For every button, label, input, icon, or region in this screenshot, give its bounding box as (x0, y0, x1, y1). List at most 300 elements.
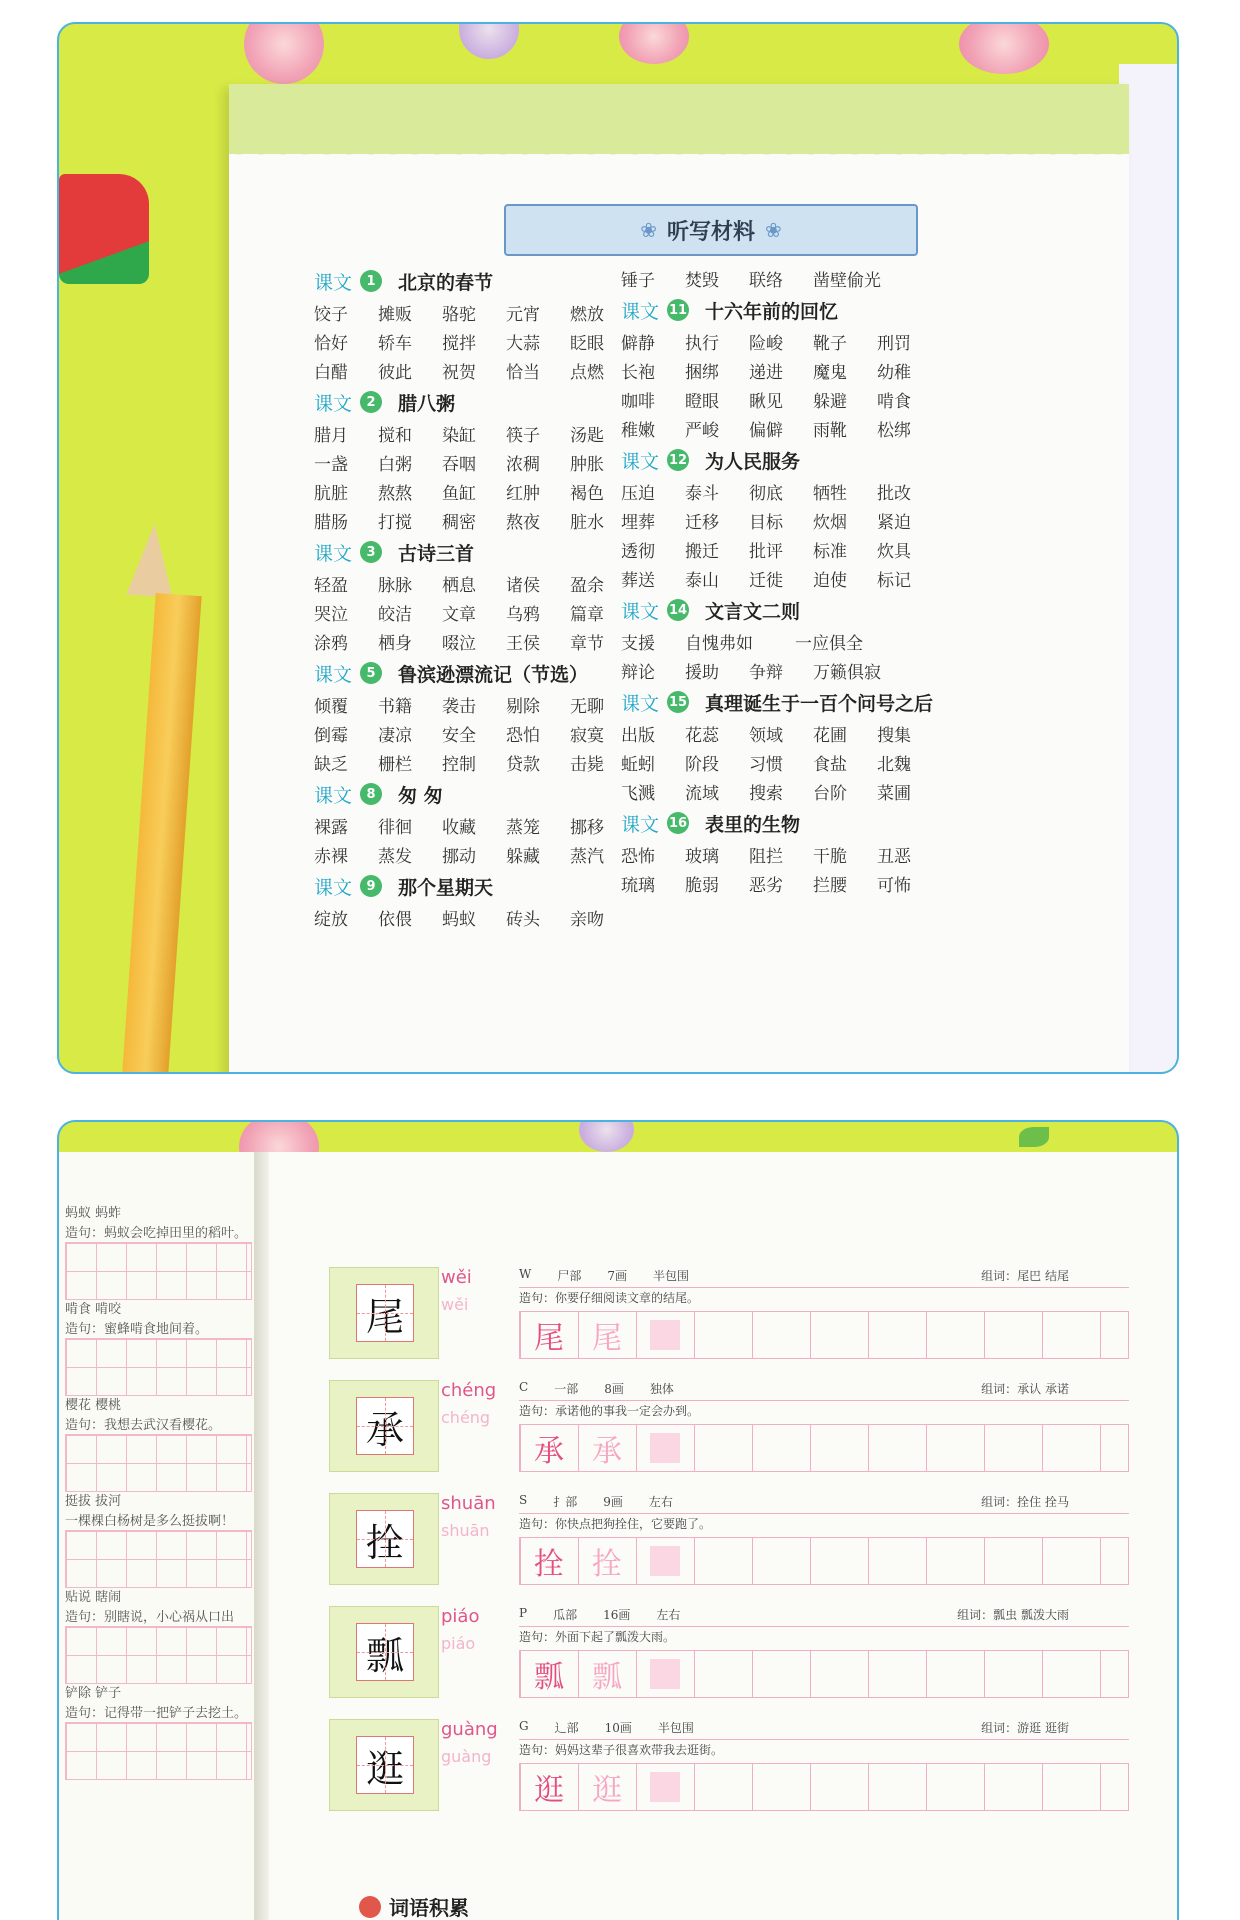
dictation-word: 凿壁偷光 (813, 271, 881, 291)
example-sentence: 造句：你快点把狗拴住，它要跑了。 (519, 1517, 712, 1531)
flower-decoration (959, 22, 1049, 74)
dictation-word: 泰山 (685, 571, 719, 591)
word-row (314, 627, 654, 656)
pinyin-trace: wěi (441, 1295, 469, 1314)
word-row (621, 356, 961, 385)
lesson-name: 北京的春节 (398, 271, 494, 294)
character-meta (519, 1380, 1129, 1401)
practice-grid (519, 1650, 1129, 1698)
left-page-word-label: 挺拔 拔河 (65, 1494, 122, 1509)
pencil (122, 593, 201, 1074)
writing-grid (65, 1626, 252, 1684)
meta-letter: G (519, 1719, 529, 1733)
lesson-name: 表里的生物 (705, 813, 801, 836)
dictation-word: 流域 (685, 784, 719, 804)
word-row (621, 414, 961, 443)
left-workbook-page (59, 1152, 259, 1920)
main-character: 拴 (356, 1510, 414, 1568)
dictation-word: 汤匙 (570, 426, 604, 446)
dictation-word: 脆弱 (685, 876, 719, 896)
meta-letter: W (519, 1267, 532, 1281)
lesson-heading (621, 688, 961, 716)
lesson-number-badge: 11 (667, 299, 689, 321)
dictation-word: 袭击 (442, 697, 476, 717)
dictation-word: 挪移 (570, 818, 604, 838)
left-page-word-label: 蚂蚁 蚂蚱 (65, 1206, 122, 1221)
main-character: 尾 (356, 1284, 414, 1342)
dictation-word: 刑罚 (877, 334, 911, 354)
dictation-word: 依偎 (378, 910, 412, 930)
dictation-word: 燃放 (570, 305, 604, 325)
lesson-name: 真理诞生于一百个问号之后 (705, 692, 934, 715)
dictation-word: 书籍 (378, 697, 412, 717)
dictation-word: 皎洁 (378, 605, 412, 625)
dictation-word: 恶劣 (749, 876, 783, 896)
word-row (314, 298, 654, 327)
dictation-word: 章节 (570, 634, 604, 654)
flower-decoration (579, 1120, 634, 1152)
lesson-heading (314, 780, 654, 808)
dictation-word: 迁移 (685, 513, 719, 533)
meta-strokes: 7画 (607, 1269, 627, 1283)
dictation-page (229, 84, 1129, 1074)
dictation-word: 炊具 (877, 542, 911, 562)
character-grid-box (329, 1606, 439, 1698)
word-row (621, 535, 961, 564)
practice-grid (519, 1763, 1129, 1811)
dictation-word: 迫使 (813, 571, 847, 591)
dictation-word: 肮脏 (314, 484, 348, 504)
ornament-icon: ❀ (765, 218, 782, 242)
dictation-word: 蒸笼 (506, 818, 540, 838)
dictation-word: 躲避 (813, 392, 847, 412)
lesson-number-badge: 14 (667, 599, 689, 621)
dictation-word: 长袍 (621, 363, 655, 383)
dictation-word: 打搅 (378, 513, 412, 533)
dictation-word: 熬熬 (378, 484, 412, 504)
lesson-heading (621, 809, 961, 837)
character-entry (329, 1606, 1129, 1704)
word-row (314, 327, 654, 356)
main-character: 瓢 (356, 1623, 414, 1681)
dictation-word: 脏水 (570, 513, 604, 533)
lesson-name: 匆 匆 (398, 784, 443, 807)
lesson-heading (314, 872, 654, 900)
dictation-word: 紧迫 (877, 513, 911, 533)
example-sentence: 造句：承诺他的事我一定会办到。 (519, 1404, 700, 1418)
lesson-keyword: 课文 (621, 600, 660, 623)
character-grid-box (329, 1267, 439, 1359)
dictation-word: 标记 (877, 571, 911, 591)
character-meta (519, 1493, 1129, 1514)
dictation-word: 躲藏 (506, 847, 540, 867)
meta-radical: 辶部 (554, 1721, 579, 1735)
lesson-number-badge: 15 (667, 691, 689, 713)
meta-strokes: 16画 (603, 1608, 631, 1622)
dictation-word: 摊贩 (378, 305, 412, 325)
word-row (621, 777, 961, 806)
page-header-band (229, 84, 1129, 154)
dictation-word: 玻璃 (685, 847, 719, 867)
dictation-word: 争辩 (749, 663, 783, 683)
dictation-word: 恰好 (314, 334, 348, 354)
pinyin: guàng (441, 1719, 498, 1740)
word-row (314, 506, 654, 535)
left-page-example-sentence: 造句：别瞎说，小心祸从口出 (65, 1610, 235, 1625)
dictation-word: 恐怕 (506, 726, 540, 746)
lesson-name: 那个星期天 (398, 876, 494, 899)
dictation-word: 捆绑 (685, 363, 719, 383)
lesson-number-badge: 12 (667, 449, 689, 471)
dictation-word: 拦腰 (813, 876, 847, 896)
practice-character-trace: 逛 (592, 1773, 622, 1808)
dictation-word: 食盐 (813, 755, 847, 775)
dictation-word: 缺乏 (314, 755, 348, 775)
character-grid-box (329, 1380, 439, 1472)
lesson-keyword: 课文 (314, 784, 353, 807)
practice-blank (650, 1433, 680, 1463)
dictation-word: 牺牲 (813, 484, 847, 504)
dictation-word: 白粥 (378, 455, 412, 475)
dictation-word: 目标 (749, 513, 783, 533)
practice-character: 拴 (534, 1547, 564, 1582)
meta-struct: 独体 (649, 1382, 674, 1396)
practice-character: 尾 (534, 1321, 564, 1356)
word-row (314, 840, 654, 869)
dictation-word: 联络 (749, 271, 783, 291)
word-row (314, 811, 654, 840)
dictation-word: 无聊 (570, 697, 604, 717)
lesson-column-right (621, 264, 961, 898)
dictation-word: 批改 (877, 484, 911, 504)
character-entry (329, 1267, 1129, 1365)
dictation-word: 染缸 (442, 426, 476, 446)
lesson-number-badge: 9 (360, 875, 382, 897)
word-row (621, 385, 961, 414)
dictation-word: 啃食 (877, 392, 911, 412)
practice-character-trace: 瓢 (592, 1660, 622, 1695)
dictation-word: 领域 (749, 726, 783, 746)
dictation-word: 腊肠 (314, 513, 348, 533)
word-row (314, 477, 654, 506)
lesson-keyword: 课文 (314, 271, 353, 294)
word-row (621, 656, 961, 685)
word-row (314, 448, 654, 477)
left-page-example-sentence: 一棵棵白杨树是多么挺拔啊！ (65, 1514, 235, 1529)
dictation-word: 葬送 (621, 571, 655, 591)
practice-character: 瓢 (534, 1660, 564, 1695)
dictation-word: 元宵 (506, 305, 540, 325)
dictation-word: 一盏 (314, 455, 348, 475)
lesson-number-badge: 8 (360, 783, 382, 805)
dictation-word: 倾覆 (314, 697, 348, 717)
dictation-word: 凄凉 (378, 726, 412, 746)
dictation-word: 稚嫩 (621, 421, 655, 441)
word-row (314, 598, 654, 627)
dictation-word: 魔鬼 (813, 363, 847, 383)
lesson-heading (621, 446, 961, 474)
dictation-word: 脉脉 (378, 576, 412, 596)
dictation-word: 阻拦 (749, 847, 783, 867)
dictation-word: 咖啡 (621, 392, 655, 412)
dictation-word: 严峻 (685, 421, 719, 441)
dictation-word: 瞅见 (749, 392, 783, 412)
practice-blank (650, 1659, 680, 1689)
example-sentence: 造句：你要仔细阅读文章的结尾。 (519, 1291, 700, 1305)
character-meta (519, 1719, 1129, 1740)
dictation-word: 险峻 (749, 334, 783, 354)
dictation-word: 花圃 (813, 726, 847, 746)
dictation-word: 瞪眼 (685, 392, 719, 412)
practice-blank (650, 1320, 680, 1350)
meta-zc: 组词：承认 承诺 (981, 1382, 1069, 1396)
writing-grid (65, 1530, 252, 1588)
pinyin: piáo (441, 1606, 480, 1627)
dictation-word: 浓稠 (506, 455, 540, 475)
vocab-heading (359, 1892, 469, 1920)
word-row (621, 506, 961, 535)
lesson-number-badge: 2 (360, 391, 382, 413)
main-character: 承 (356, 1397, 414, 1455)
dictation-word: 收藏 (442, 818, 476, 838)
dictation-word: 击毙 (570, 755, 604, 775)
dictation-word: 眨眼 (570, 334, 604, 354)
meta-struct: 半包围 (653, 1269, 690, 1283)
pinyin: shuān (441, 1493, 496, 1514)
word-row (314, 748, 654, 777)
word-row (314, 690, 654, 719)
dictation-word: 阶段 (685, 755, 719, 775)
practice-character-trace: 尾 (592, 1321, 622, 1356)
word-row (621, 748, 961, 777)
word-row (314, 419, 654, 448)
pinyin-trace: shuān (441, 1521, 490, 1540)
dictation-word: 援助 (685, 663, 719, 683)
workbook-photo-top (57, 22, 1179, 1074)
dictation-word: 白醋 (314, 363, 348, 383)
dictation-word: 涂鸦 (314, 634, 348, 654)
dictation-word: 蚯蚓 (621, 755, 655, 775)
lesson-name: 文言文二则 (705, 600, 801, 623)
dictation-word: 干脆 (813, 847, 847, 867)
dictation-word: 肿胀 (570, 455, 604, 475)
lesson-number-badge: 16 (667, 812, 689, 834)
meta-zc: 组词：瓢虫 瓢泼大雨 (957, 1608, 1069, 1622)
practice-blank (650, 1546, 680, 1576)
dictation-word: 栖息 (442, 576, 476, 596)
meta-radical: 瓜部 (553, 1608, 578, 1622)
lesson-keyword: 课文 (621, 692, 660, 715)
dictation-word: 倒霉 (314, 726, 348, 746)
lesson-name: 鲁滨逊漂流记（节选） (398, 663, 589, 686)
meta-struct: 左右 (648, 1495, 673, 1509)
left-page-word-label: 铲除 铲子 (65, 1686, 122, 1701)
dictation-word: 雨靴 (813, 421, 847, 441)
lesson-name: 十六年前的回忆 (705, 300, 839, 323)
dictation-word: 蒸发 (378, 847, 412, 867)
practice-grid (519, 1537, 1129, 1585)
lesson-keyword: 课文 (621, 450, 660, 473)
page-title-box (504, 204, 918, 256)
dictation-word: 腊月 (314, 426, 348, 446)
dictation-word: 安全 (442, 726, 476, 746)
character-meta (519, 1606, 1129, 1627)
dictation-word: 轻盈 (314, 576, 348, 596)
lesson-keyword: 课文 (314, 876, 353, 899)
dictation-word: 彻底 (749, 484, 783, 504)
left-page-example-sentence: 造句：蜜蜂啃食地间着。 (65, 1322, 209, 1337)
word-row (621, 869, 961, 898)
flower-decoration (619, 22, 689, 64)
lesson-keyword: 课文 (314, 542, 353, 565)
ornament-icon: ❀ (640, 218, 657, 242)
writing-grid (65, 1722, 252, 1780)
dictation-word: 文章 (442, 605, 476, 625)
dictation-word: 标准 (813, 542, 847, 562)
flower-decoration (244, 22, 324, 84)
dictation-word: 泰斗 (685, 484, 719, 504)
dictation-word: 搅拌 (442, 334, 476, 354)
practice-grid (519, 1311, 1129, 1359)
dictation-word: 恰当 (506, 363, 540, 383)
dictation-word: 剔除 (506, 697, 540, 717)
word-row (314, 356, 654, 385)
dictation-word: 丑恶 (877, 847, 911, 867)
lesson-name: 腊八粥 (398, 392, 456, 415)
meta-letter: C (519, 1380, 529, 1394)
page-title: 听写材料 (666, 219, 755, 245)
dictation-word: 透彻 (621, 542, 655, 562)
meta-letter: P (519, 1606, 528, 1620)
dictation-word: 哭泣 (314, 605, 348, 625)
dictation-word: 僻静 (621, 334, 655, 354)
pinyin-trace: chéng (441, 1408, 491, 1427)
meta-radical: 尸部 (557, 1269, 582, 1283)
meta-radical: 一部 (554, 1382, 579, 1396)
dictation-word: 盈余 (570, 576, 604, 596)
left-page-word-label: 樱花 樱桃 (65, 1398, 122, 1413)
dictation-word: 靴子 (813, 334, 847, 354)
dictation-word: 蚂蚁 (442, 910, 476, 930)
dictation-word: 徘徊 (378, 818, 412, 838)
dictation-word: 砖头 (506, 910, 540, 930)
dictation-word: 埋葬 (621, 513, 655, 533)
word-row (621, 564, 961, 593)
practice-character: 逛 (534, 1773, 564, 1808)
dictation-word: 花蕊 (685, 726, 719, 746)
dictation-word: 辩论 (621, 663, 655, 683)
dictation-word: 一应俱全 (795, 634, 863, 654)
dictation-word: 炊烟 (813, 513, 847, 533)
lesson-number-badge: 3 (360, 541, 382, 563)
dictation-word: 红肿 (506, 484, 540, 504)
lesson-heading (314, 267, 654, 295)
lesson-keyword: 课文 (314, 663, 353, 686)
dictation-word: 吞咽 (442, 455, 476, 475)
dictation-word: 台阶 (813, 784, 847, 804)
lesson-heading (621, 296, 961, 324)
lesson-number-badge: 5 (360, 662, 382, 684)
dictation-word: 恐怖 (621, 847, 655, 867)
writing-grid (65, 1242, 252, 1300)
word-row (314, 569, 654, 598)
lesson-column-left (314, 264, 654, 932)
word-row (621, 840, 961, 869)
dictation-word: 褐色 (570, 484, 604, 504)
dictation-word: 搅和 (378, 426, 412, 446)
meta-strokes: 9画 (603, 1495, 623, 1509)
left-page-example-sentence: 造句：蚂蚁会吃掉田里的稻叶。 (65, 1226, 248, 1241)
pinyin: wěi (441, 1267, 472, 1288)
dictation-word: 可怖 (877, 876, 911, 896)
dictation-word: 松绑 (877, 421, 911, 441)
character-grid-box (329, 1493, 439, 1585)
word-row (621, 719, 961, 748)
dictation-word: 控制 (442, 755, 476, 775)
dictation-word: 支援 (621, 634, 655, 654)
dictation-word: 筷子 (506, 426, 540, 446)
lesson-keyword: 课文 (621, 813, 660, 836)
dictation-word: 焚毁 (685, 271, 719, 291)
word-row (621, 327, 961, 356)
dictation-word: 执行 (685, 334, 719, 354)
character-entry (329, 1719, 1129, 1817)
lesson-heading (314, 659, 654, 687)
character-grid-box (329, 1719, 439, 1811)
dictation-word: 点燃 (570, 363, 604, 383)
pencil-tip (127, 522, 178, 597)
character-entry (329, 1493, 1129, 1591)
dictation-word: 诸侯 (506, 576, 540, 596)
dictation-word: 北魏 (877, 755, 911, 775)
lesson-number-badge: 1 (360, 270, 382, 292)
lesson-heading (314, 388, 654, 416)
pinyin-trace: guàng (441, 1747, 492, 1766)
word-row (314, 903, 654, 932)
dictation-word: 递进 (749, 363, 783, 383)
practice-character: 承 (534, 1434, 564, 1469)
lesson-name: 古诗三首 (398, 542, 475, 565)
dictation-word: 骆驼 (442, 305, 476, 325)
word-row (314, 719, 654, 748)
dictation-word: 压迫 (621, 484, 655, 504)
left-page-example-sentence: 造句：我想去武汉看樱花。 (65, 1418, 222, 1433)
dictation-word: 赤裸 (314, 847, 348, 867)
lesson-heading (621, 596, 961, 624)
meta-zc: 组词：拴住 拴马 (981, 1495, 1069, 1509)
dictation-word: 鱼缸 (442, 484, 476, 504)
meta-struct: 左右 (656, 1608, 681, 1622)
dictation-word: 寂寞 (570, 726, 604, 746)
dictation-word: 彼此 (378, 363, 412, 383)
meta-radical: 扌部 (553, 1495, 578, 1509)
lesson-heading (314, 538, 654, 566)
dictation-word: 绽放 (314, 910, 348, 930)
pinyin-trace: piáo (441, 1634, 476, 1653)
dictation-word: 偏僻 (749, 421, 783, 441)
dictation-word: 大蒜 (506, 334, 540, 354)
character-meta (519, 1267, 1129, 1288)
dictation-word: 搜索 (749, 784, 783, 804)
workbook-photo-bottom (57, 1120, 1179, 1920)
character-mascot-icon (359, 1896, 381, 1918)
word-row (621, 264, 961, 293)
meta-letter: S (519, 1493, 528, 1507)
dictation-word: 蒸汽 (570, 847, 604, 867)
meta-zc: 组词：游逛 逛街 (981, 1721, 1069, 1735)
watermelon-eraser (59, 174, 149, 284)
dictation-word: 万籁俱寂 (813, 663, 881, 683)
